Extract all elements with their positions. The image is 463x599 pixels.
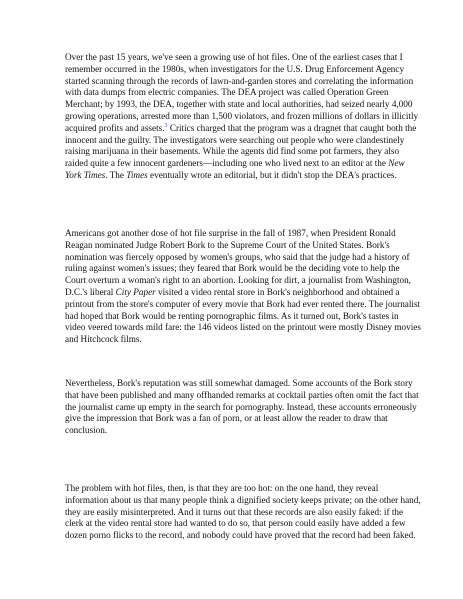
paragraph-text: . The <box>105 169 127 180</box>
footnote-reference-link[interactable]: 3 <box>164 122 168 129</box>
paragraph-text: Critics charged that the program was a dragnet that caught both the innocent and the guilty. The investigators were searching out people who were clandestinely raising marijuana in their basements. While the agents did find some pot farmers, they also raided quite a few innocent gardeners—including one who lived next to an editor at the <box>65 122 417 169</box>
paragraph-bork-reputation: Nevertheless, Bork's reputation was still somewhat damaged. Some accounts of the Bork story that have been published and many offhanded remarks at cocktail parties often omit the fact that the journalist came up empty in the search for pornography. Instead, these accounts erroneously give the impression that Bork was a fan of porn, or at least allow the reader to draw that conclusion. <box>65 378 419 436</box>
publication-title: New York Times <box>65 158 405 180</box>
publication-title: Times <box>126 169 148 180</box>
paragraph-text: Over the past 15 years, we've seen a growing use of hot files. One of the earliest cases that I remember occurred in the 1980s, when investigators for the U.S. Drug Enforcement Agency started scanning through the records of lawn-and-garden stores and correlating the information with data dumps from electric companies. The DEA project was called Operation Green Merchant; by 1993, the DEA, together with state and local authorities, had seized nearly 4,000 growing operations, arrested more than 1,500 violators, and frozen millions of dollars in illicitly acquired profits and assets. <box>65 52 419 133</box>
paragraph-text: visited a video rental store in Bork's neighborhood and obtained a printout from the store's computer of every movie that Bork had ever rented there. The journalist had hoped that Bork would be renting pornographic films. As it turned out, Bork's tastes in video veered towards mild fare: the 146 videos listed on the printout were mostly Disney movies and Hitchcock films. <box>65 286 421 345</box>
paragraph-text: eventually wrote an editorial, but it didn't stop the DEA's practices. <box>147 169 397 180</box>
paragraph-hot-files-problem: The problem with hot files, then, is that they are too hot: on the one hand, they reveal information about us that many people think a dignified society keeps private; on the other hand, they are easily misinterpreted. And it turns out that these records are also easily faked: if the clerk at the video rental store had wanted to do so, that person could easily have added a few dozen porno flicks to the record, and nobody could have proved that the record had been faked. <box>65 483 421 541</box>
paragraph-bork-nomination <box>65 228 421 346</box>
paragraph-operation-green-merchant <box>65 52 421 182</box>
publication-title: City Paper <box>115 286 156 297</box>
paragraph-text: Americans got another dose of hot file surprise in the fall of 1987, when President Ronald Reagan nominated Judge Robert Bork to the Supreme Court of the United States. Bork's nomination was fiercely opposed by women's groups, who said that the judge had a history of ruling against women's issues; they feared that Bork would be the deciding vote to help the Court overturn a woman's right to an abortion. Looking for dirt, a journalist from Washington, D.C.'s liberal <box>65 228 411 297</box>
